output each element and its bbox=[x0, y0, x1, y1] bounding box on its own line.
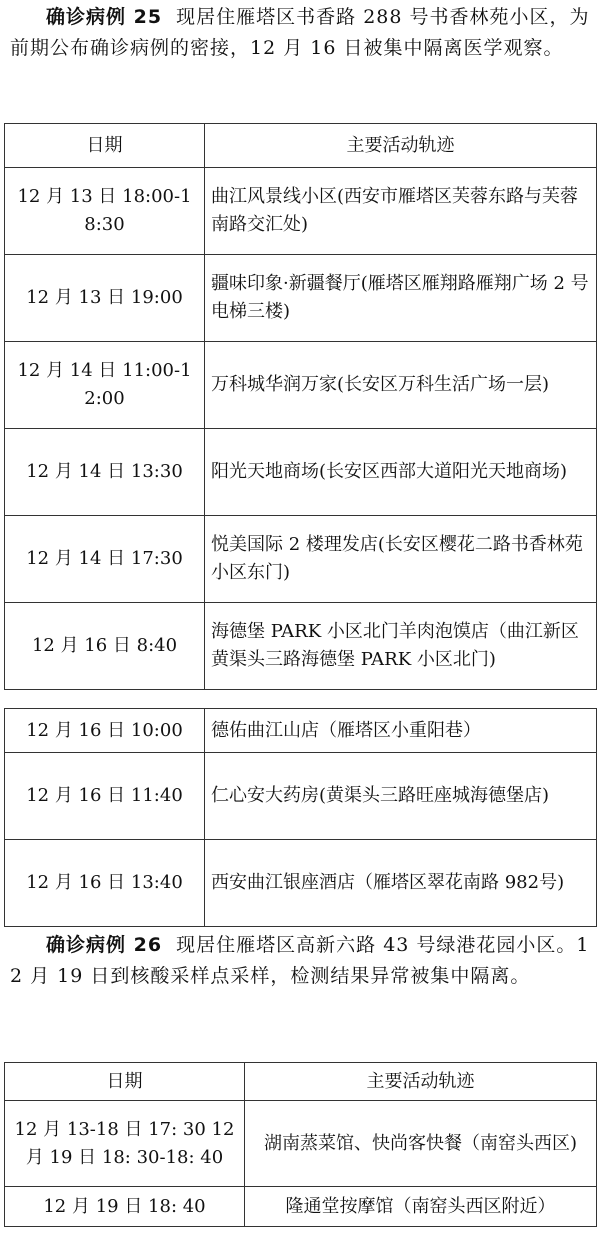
table-row bbox=[5, 1101, 597, 1187]
case25-title: 确诊病例 25 bbox=[46, 6, 163, 28]
table-row bbox=[5, 342, 597, 429]
case26-text: 现居住雁塔区高新六路 43 号绿港花园小区。12 月 19 日到核酸采样点采样，检测结果异常被集中隔离。 bbox=[10, 934, 590, 987]
case25-trajectory-table-continued bbox=[4, 708, 597, 927]
table-row bbox=[5, 840, 597, 927]
table-row bbox=[5, 709, 597, 753]
date-header: 日期 bbox=[5, 1063, 245, 1101]
date-cell: 12 月 14 日 17:30 bbox=[5, 516, 205, 603]
case26-trajectory-table bbox=[4, 1062, 597, 1227]
activity-cell: 西安曲江银座酒店（雁塔区翠花南路 982号) bbox=[205, 840, 597, 927]
activity-header: 主要活动轨迹 bbox=[205, 124, 597, 168]
activity-cell: 曲江风景线小区(西安市雁塔区芙蓉东路与芙蓉南路交汇处) bbox=[205, 168, 597, 255]
date-cell: 12 月 16 日 11:40 bbox=[5, 753, 205, 840]
activity-cell: 德佑曲江山店（雁塔区小重阳巷） bbox=[205, 709, 597, 753]
date-cell: 12 月 13 日 19:00 bbox=[5, 255, 205, 342]
table-header-row bbox=[5, 1063, 597, 1101]
case25-paragraph bbox=[10, 2, 595, 64]
date-cell: 12 月 16 日 10:00 bbox=[5, 709, 205, 753]
date-cell: 12 月 13-18 日 17: 30 12 月 19 日 18: 30-18: 40 bbox=[5, 1101, 245, 1187]
activity-cell: 疆味印象·新疆餐厅(雁塔区雁翔路雁翔广场 2 号电梯三楼) bbox=[205, 255, 597, 342]
case25-text: 现居住雁塔区书香路 288 号书香林苑小区，为前期公布确诊病例的密接，12 月 16 日被集中隔离医学观察。 bbox=[10, 6, 590, 59]
table-row bbox=[5, 168, 597, 255]
activity-cell: 悦美国际 2 楼理发店(长安区樱花二路书香林苑小区东门) bbox=[205, 516, 597, 603]
date-cell: 12 月 16 日 8:40 bbox=[5, 603, 205, 690]
table-row bbox=[5, 255, 597, 342]
date-cell: 12 月 14 日 13:30 bbox=[5, 429, 205, 516]
table-header-row bbox=[5, 124, 597, 168]
table-row bbox=[5, 1187, 597, 1227]
activity-cell: 阳光天地商场(长安区西部大道阳光天地商场) bbox=[205, 429, 597, 516]
activity-header: 主要活动轨迹 bbox=[245, 1063, 597, 1101]
date-cell: 12 月 19 日 18: 40 bbox=[5, 1187, 245, 1227]
date-cell: 12 月 16 日 13:40 bbox=[5, 840, 205, 927]
case25-trajectory-table bbox=[4, 123, 597, 690]
date-cell: 12 月 13 日 18:00-18:30 bbox=[5, 168, 205, 255]
date-header: 日期 bbox=[5, 124, 205, 168]
activity-cell: 隆通堂按摩馆（南窑头西区附近） bbox=[245, 1187, 597, 1227]
activity-cell: 仁心安大药房(黄渠头三路旺座城海德堡店) bbox=[205, 753, 597, 840]
case26-title: 确诊病例 26 bbox=[46, 934, 163, 956]
table-row bbox=[5, 516, 597, 603]
table-row bbox=[5, 753, 597, 840]
date-cell: 12 月 14 日 11:00-12:00 bbox=[5, 342, 205, 429]
table-row bbox=[5, 603, 597, 690]
activity-cell: 海德堡 PARK 小区北门羊肉泡馍店（曲江新区黄渠头三路海德堡 PARK 小区北门) bbox=[205, 603, 597, 690]
case26-paragraph bbox=[10, 930, 595, 992]
activity-cell: 万科城华润万家(长安区万科生活广场一层) bbox=[205, 342, 597, 429]
activity-cell: 湖南蒸菜馆、快尚客快餐（南窑头西区) bbox=[245, 1101, 597, 1187]
table-row bbox=[5, 429, 597, 516]
